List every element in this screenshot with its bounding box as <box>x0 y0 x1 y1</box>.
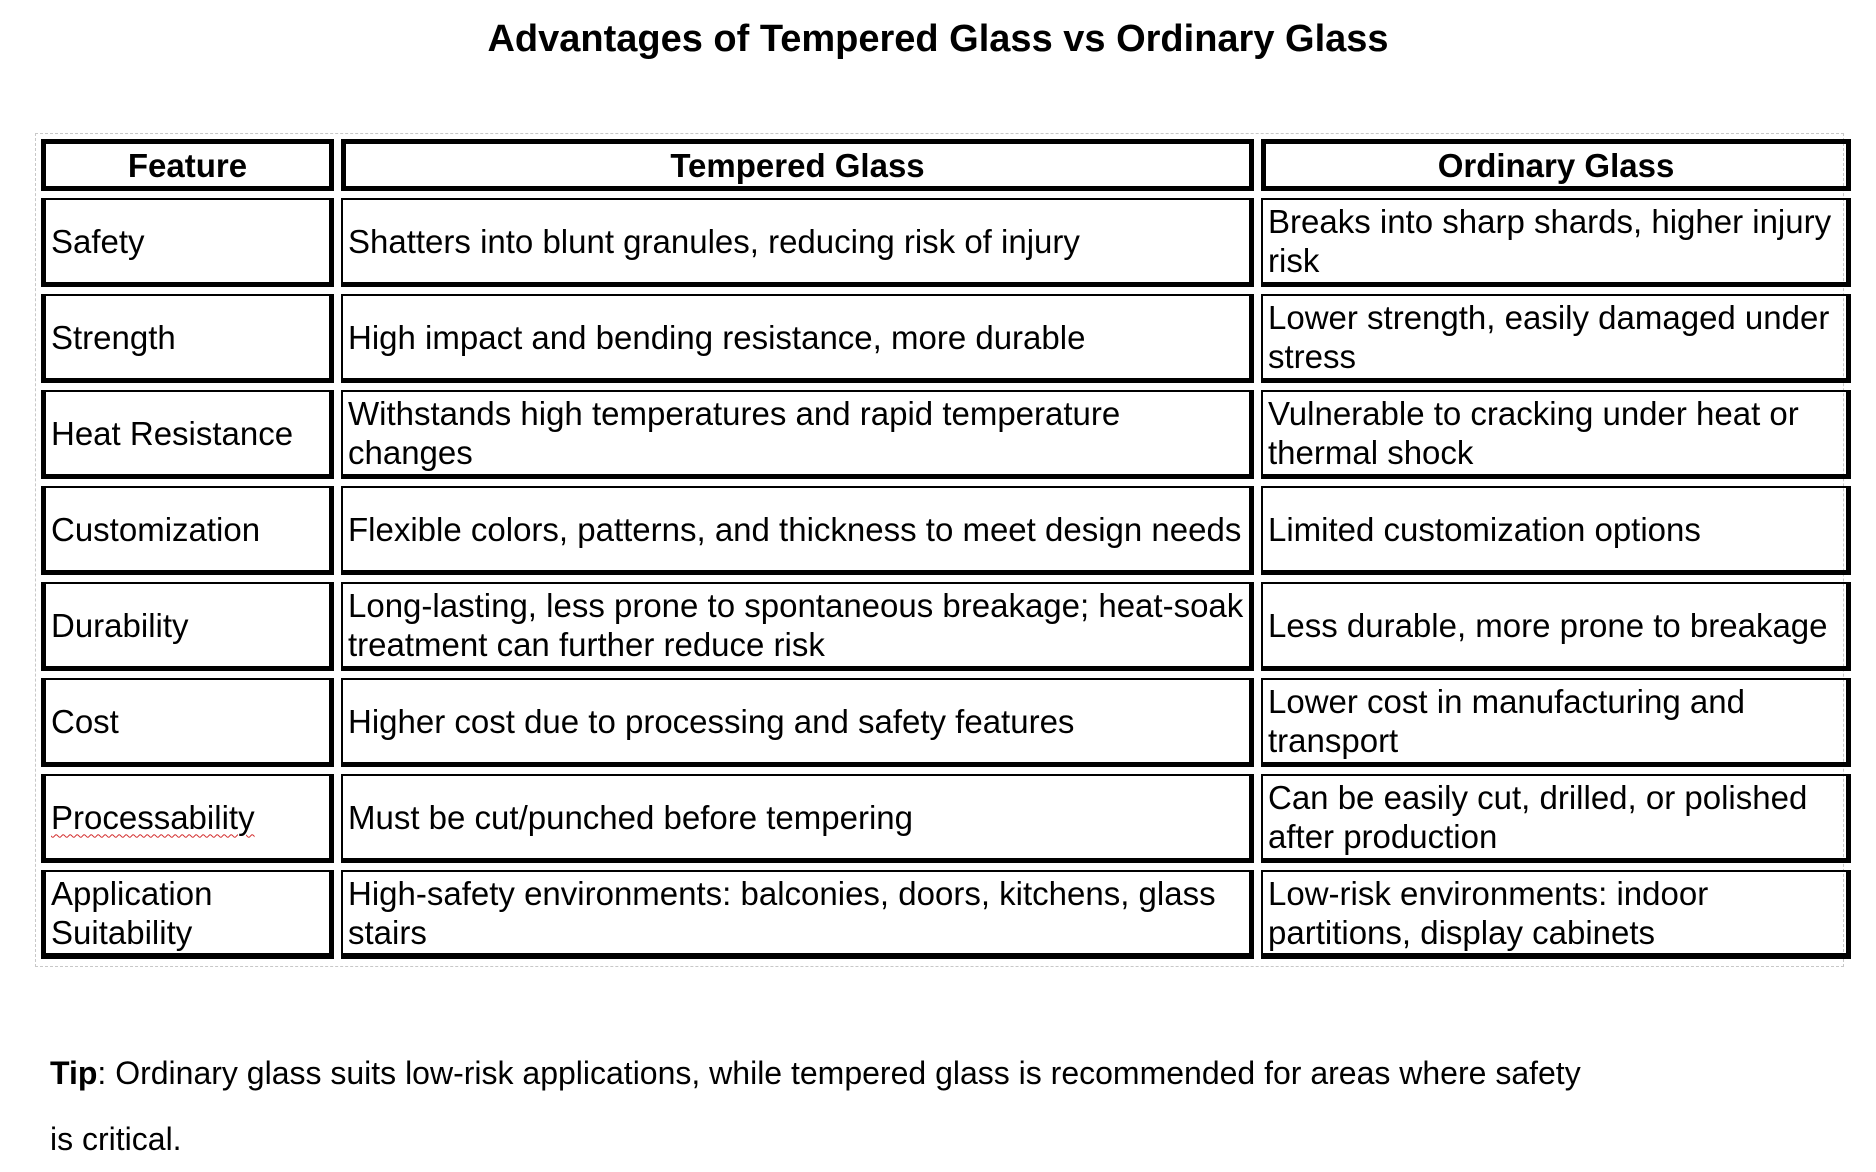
table-row <box>41 294 1851 383</box>
header-feature: Feature <box>41 139 334 191</box>
table-row <box>41 774 1851 863</box>
table-row <box>41 486 1851 575</box>
document-title: Advantages of Tempered Glass vs Ordinary Glass <box>487 18 1389 60</box>
feature-cell: Customization <box>41 486 334 575</box>
feature-cell <box>41 774 334 863</box>
feature-cell: Application Suitability <box>41 870 334 959</box>
ordinary-cell: Can be easily cut, drilled, or polished after production <box>1261 774 1851 863</box>
tempered-cell: Flexible colors, patterns, and thickness to meet design needs <box>341 486 1254 575</box>
tempered-cell: High-safety environments: balconies, doors, kitchens, glass stairs <box>341 870 1254 959</box>
table-row <box>41 390 1851 479</box>
feature-cell: Strength <box>41 294 334 383</box>
tip-label: Tip <box>50 1055 98 1091</box>
table-row <box>41 582 1851 671</box>
spellcheck-underlined-text: Processability <box>51 798 255 836</box>
tempered-cell: Higher cost due to processing and safety features <box>341 678 1254 767</box>
feature-cell: Safety <box>41 198 334 287</box>
ordinary-cell: Low-risk environments: indoor partitions, display cabinets <box>1261 870 1851 959</box>
ordinary-cell: Limited customization options <box>1261 486 1851 575</box>
ordinary-cell: Breaks into sharp shards, higher injury risk <box>1261 198 1851 287</box>
table-row <box>41 870 1851 959</box>
ordinary-cell: Less durable, more prone to breakage <box>1261 582 1851 671</box>
table-row <box>41 678 1851 767</box>
header-tempered-glass: Tempered Glass <box>341 139 1254 191</box>
table-header-row <box>41 139 1851 191</box>
feature-cell: Heat Resistance <box>41 390 334 479</box>
ordinary-cell: Vulnerable to cracking under heat or thermal shock <box>1261 390 1851 479</box>
tempered-cell: Long-lasting, less prone to spontaneous breakage; heat-soak treatment can further reduce risk <box>341 582 1254 671</box>
tip-text: : Ordinary glass suits low-risk applications, while tempered glass is recommended for areas where safety is critical. <box>50 1055 1581 1157</box>
feature-cell: Durability <box>41 582 334 671</box>
header-ordinary-glass: Ordinary Glass <box>1261 139 1851 191</box>
tempered-cell: Withstands high temperatures and rapid temperature changes <box>341 390 1254 479</box>
tip-paragraph <box>50 1040 1610 1172</box>
ordinary-cell: Lower strength, easily damaged under stress <box>1261 294 1851 383</box>
comparison-table <box>34 132 1858 966</box>
tempered-cell: Must be cut/punched before tempering <box>341 774 1254 863</box>
tempered-cell: High impact and bending resistance, more durable <box>341 294 1254 383</box>
ordinary-cell: Lower cost in manufacturing and transport <box>1261 678 1851 767</box>
table-row <box>41 198 1851 287</box>
tempered-cell: Shatters into blunt granules, reducing risk of injury <box>341 198 1254 287</box>
feature-cell: Cost <box>41 678 334 767</box>
